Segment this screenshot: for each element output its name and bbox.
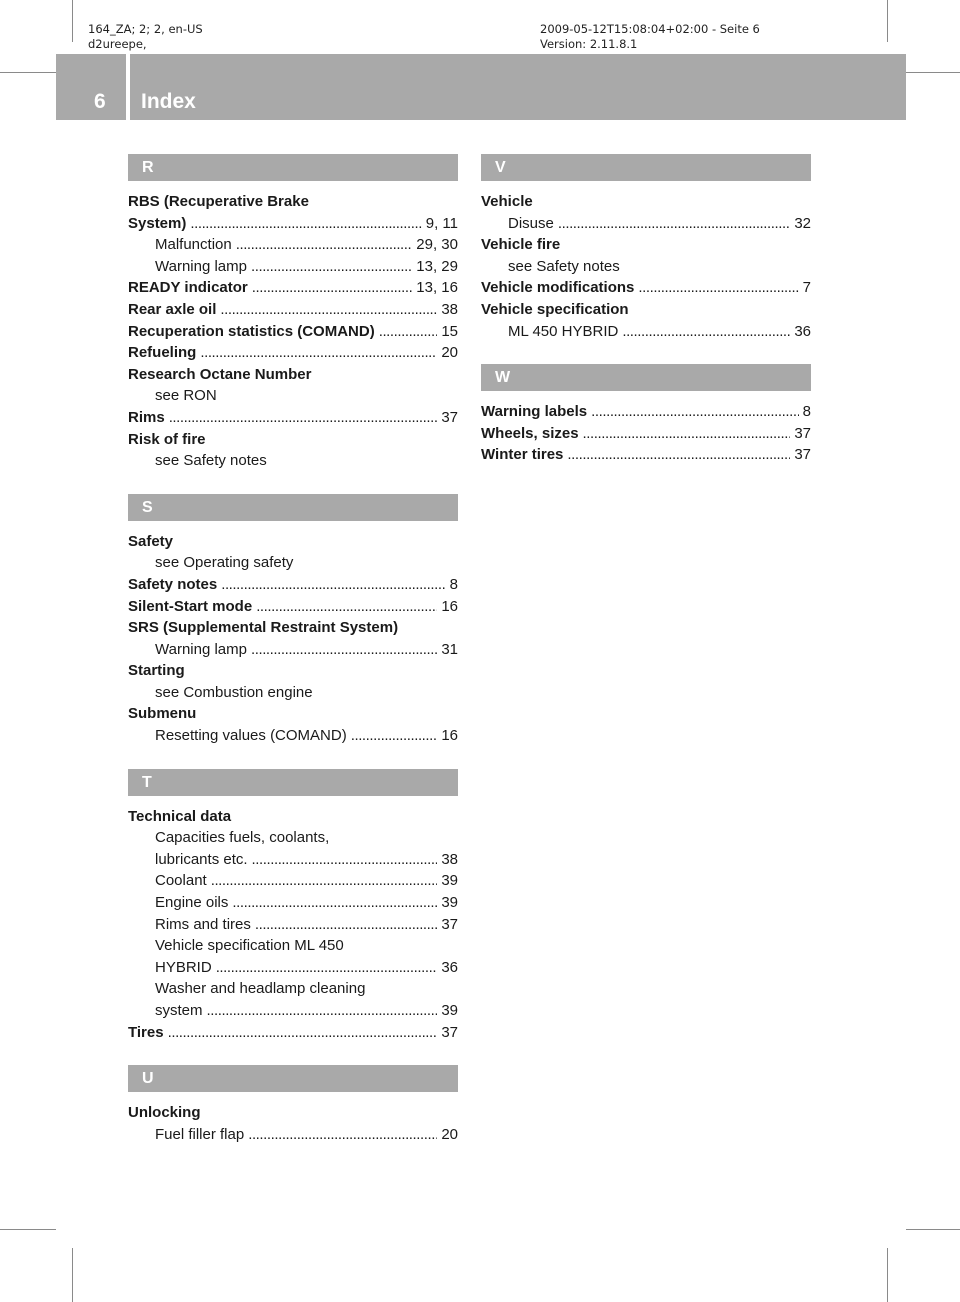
index-term: SRS (Supplemental Restraint System) [128,619,399,637]
index-entry [128,1022,458,1044]
index-subentry-text: Warning lamp [155,640,247,658]
index-entry [128,703,458,746]
crop-mark [906,1229,960,1230]
index-entry [128,1102,458,1145]
page-ref[interactable]: 37 [441,915,458,933]
index-entry-line [481,401,811,423]
page-ref[interactable]: 20 [441,1125,458,1143]
index-entry [128,574,458,596]
index-entry-line [128,364,458,386]
index-section [128,1065,458,1145]
index-subentry-line [128,234,458,256]
index-section [128,494,458,747]
index-subentry-line [128,914,458,936]
dot-leader [638,277,798,299]
index-subentry-line [128,1124,458,1146]
page-ref[interactable]: 36 [441,958,458,976]
index-entry [128,531,458,574]
dot-leader [255,914,437,936]
dot-leader [558,213,790,235]
index-section [128,154,458,472]
index-subentry-text: Rims and tires [155,915,251,933]
crop-mark [887,0,888,42]
page-ref[interactable]: 31 [441,640,458,658]
page-header-bar [56,54,906,120]
index-term: Vehicle modifications [481,279,635,297]
page-ref[interactable]: 32 [794,214,811,232]
index-term: Submenu [128,705,197,723]
index-entry-line [128,429,458,451]
index-term: Safety notes [128,575,218,593]
crop-mark [906,72,960,73]
page-ref[interactable]: 16 [441,727,458,745]
index-section [481,154,811,342]
section-letter: R [128,154,458,181]
index-entry [128,277,458,299]
index-entry [128,617,458,660]
dot-leader [256,596,437,618]
section-letter: S [128,494,458,521]
crop-mark [0,1229,56,1230]
index-entry [128,660,458,703]
index-term: Warning labels [481,403,588,421]
index-entry-line [128,660,458,682]
index-term: Vehicle specification [481,300,629,318]
index-subentry-text: Vehicle specification ML 450 [155,937,344,955]
index-subentry-line [128,450,458,472]
page-number: 6 [94,90,106,113]
index-subentry-line [128,552,458,574]
index-subentry-text: lubricants etc. [155,850,248,868]
index-entry-line [128,1102,458,1124]
index-entry-line [128,277,458,299]
page-ref[interactable]: 38 [441,300,458,318]
index-entry-line [128,299,458,321]
index-term: RBS (Recuperative Brake [128,193,309,210]
index-subentry-line [128,1000,458,1022]
dot-leader [251,639,437,661]
index-subentry-line [128,725,458,747]
index-subentry-text: Disuse [508,214,554,232]
index-entry-line [481,277,811,299]
page-ref[interactable]: 29, 30 [416,236,458,254]
index-entry [128,191,458,277]
index-entry-line [128,617,458,639]
page-ref[interactable]: 37 [441,408,458,426]
index-subentry-line [128,639,458,661]
index-section [128,769,458,1044]
index-subentry-text: Washer and headlamp cleaning [155,980,366,998]
index-entry [128,407,458,429]
dot-leader [252,277,413,299]
index-subentry-text: Engine oils [155,894,229,912]
dot-leader [200,342,437,364]
index-entry [128,429,458,472]
header-divider [126,54,130,120]
meta-line: 2009-05-12T15:08:04+02:00 - Seite 6 [540,22,760,36]
index-subentry-text: see Safety notes [155,452,267,470]
page-ref[interactable]: 8 [802,403,811,421]
index-entry-line [128,596,458,618]
index-term: Unlocking [128,1104,201,1122]
page-ref[interactable]: 15 [441,322,458,340]
index-term: Vehicle fire [481,236,561,254]
index-term: Silent-Start mode [128,597,253,615]
index-entry [128,364,458,407]
index-subentry-text: Warning lamp [155,257,247,275]
index-term: Risk of fire [128,430,206,448]
index-term: Wheels, sizes [481,424,579,442]
index-term: Refueling [128,344,197,362]
header-meta-left [88,22,203,52]
index-entry-line [128,703,458,725]
index-term: Research Octane Number [128,365,312,383]
index-section [481,364,811,466]
page-ref[interactable]: 37 [441,1023,458,1041]
index-entry-line [128,1022,458,1044]
index-subentry-line [128,849,458,871]
index-entry-line [128,806,458,828]
index-entry-line [128,342,458,364]
page-ref[interactable]: 37 [794,424,811,442]
dot-leader [248,1124,437,1146]
index-subentry-text: see Combustion engine [155,683,313,701]
index-subentry-line [128,827,458,849]
index-term: Recuperation statistics (COMAND) [128,322,375,340]
index-subentry-text: see Operating safety [155,554,294,572]
page-ref[interactable]: 13, 29 [416,257,458,275]
index-column-right [481,154,811,488]
index-column-left [128,154,458,1167]
dot-leader [251,256,412,278]
header-meta-right [540,22,760,52]
page-ref[interactable]: 9, 11 [425,214,458,232]
index-entry [481,277,811,299]
index-subentry-line [128,892,458,914]
page-ref[interactable]: 20 [441,344,458,362]
index-term: Rims [128,408,165,426]
index-term: READY indicator [128,279,248,297]
index-subentry-text: system [155,1002,203,1019]
index-entry-line [481,191,811,213]
meta-line: Version: 2.11.8.1 [540,37,638,51]
page-ref[interactable]: 39 [441,894,458,912]
index-subentry-line [128,256,458,278]
page-ref[interactable]: 8 [449,575,458,593]
index-subentry-text: see Safety notes [508,257,620,275]
index-term: Safety [128,532,174,550]
index-subentry-text: HYBRID [155,958,212,976]
dot-leader [221,574,445,596]
index-entry [481,234,811,277]
crop-mark [0,72,56,73]
dot-leader [252,849,438,871]
index-subentry-text: ML 450 HYBRID [508,322,619,340]
dot-leader [379,321,438,343]
meta-line: d2ureepe, [88,37,147,51]
index-subentry-text: Malfunction [155,236,232,254]
page-ref[interactable]: 16 [441,597,458,615]
index-subentry-text: Resetting values (COMAND) [155,727,347,745]
index-entry [481,401,811,423]
dot-leader [232,892,437,914]
section-letter: W [481,364,811,391]
index-entry [128,806,458,1022]
page-ref[interactable]: 36 [794,322,811,340]
index-entry-line [128,213,458,235]
dot-leader [211,870,438,892]
dot-leader [622,321,790,343]
index-term: Rear axle oil [128,300,217,318]
index-subentry-line [128,957,458,979]
crop-mark [72,1248,73,1302]
index-entry-line [128,191,458,213]
index-subentry-line [128,682,458,704]
index-entry [481,444,811,466]
index-entry-line [128,407,458,429]
index-subentry-text: Capacities fuels, coolants, [155,829,330,847]
index-entry-line [481,234,811,256]
index-subentry-line [128,385,458,407]
dot-leader [190,213,421,235]
index-entry [128,299,458,321]
dot-leader [351,725,438,747]
dot-leader [207,1000,438,1022]
index-subentry-text: Fuel filler flap [155,1125,245,1143]
section-letter: U [128,1065,458,1092]
index-subentry-line [128,870,458,892]
index-subentry-line [128,935,458,957]
index-term: Winter tires [481,446,564,464]
page-ref[interactable]: 39 [441,1002,458,1019]
index-term: Tires [128,1023,164,1041]
index-entry [481,299,811,342]
index-term: Technical data [128,807,232,825]
page-ref[interactable]: 7 [802,279,811,297]
index-subentry-line [481,321,811,343]
page-title: Index [141,90,196,113]
dot-leader [591,401,799,423]
section-letter: V [481,154,811,181]
index-entry-line [128,574,458,596]
dot-leader [236,234,413,256]
dot-leader [583,423,791,445]
index-subentry-line [481,213,811,235]
index-entry-line [481,444,811,466]
meta-line: 164_ZA; 2; 2, en-US [88,22,203,36]
index-entry [481,191,811,234]
index-subentry-line [481,256,811,278]
dot-leader [216,957,438,979]
index-subentry-text: Coolant [155,872,207,890]
page-ref[interactable]: 38 [441,850,458,868]
index-entry-line [481,423,811,445]
index-entry [128,321,458,343]
index-subentry-line [128,978,458,1000]
page-ref[interactable]: 13, 16 [416,279,458,297]
crop-mark [72,0,73,42]
index-term: System) [128,214,187,232]
crop-mark [887,1248,888,1302]
page-ref[interactable]: 39 [441,872,458,890]
index-entry [481,423,811,445]
dot-leader [220,299,437,321]
index-entry-line [481,299,811,321]
page-ref[interactable]: 37 [794,446,811,464]
index-subentry-text: see RON [155,387,217,405]
index-term: Vehicle [481,193,533,210]
index-entry-line [128,321,458,343]
dot-leader [168,1022,438,1044]
dot-leader [567,444,790,466]
index-entry [128,596,458,618]
index-entry [128,342,458,364]
dot-leader [169,407,438,429]
index-term: Starting [128,662,185,680]
index-entry-line [128,531,458,553]
section-letter: T [128,769,458,796]
